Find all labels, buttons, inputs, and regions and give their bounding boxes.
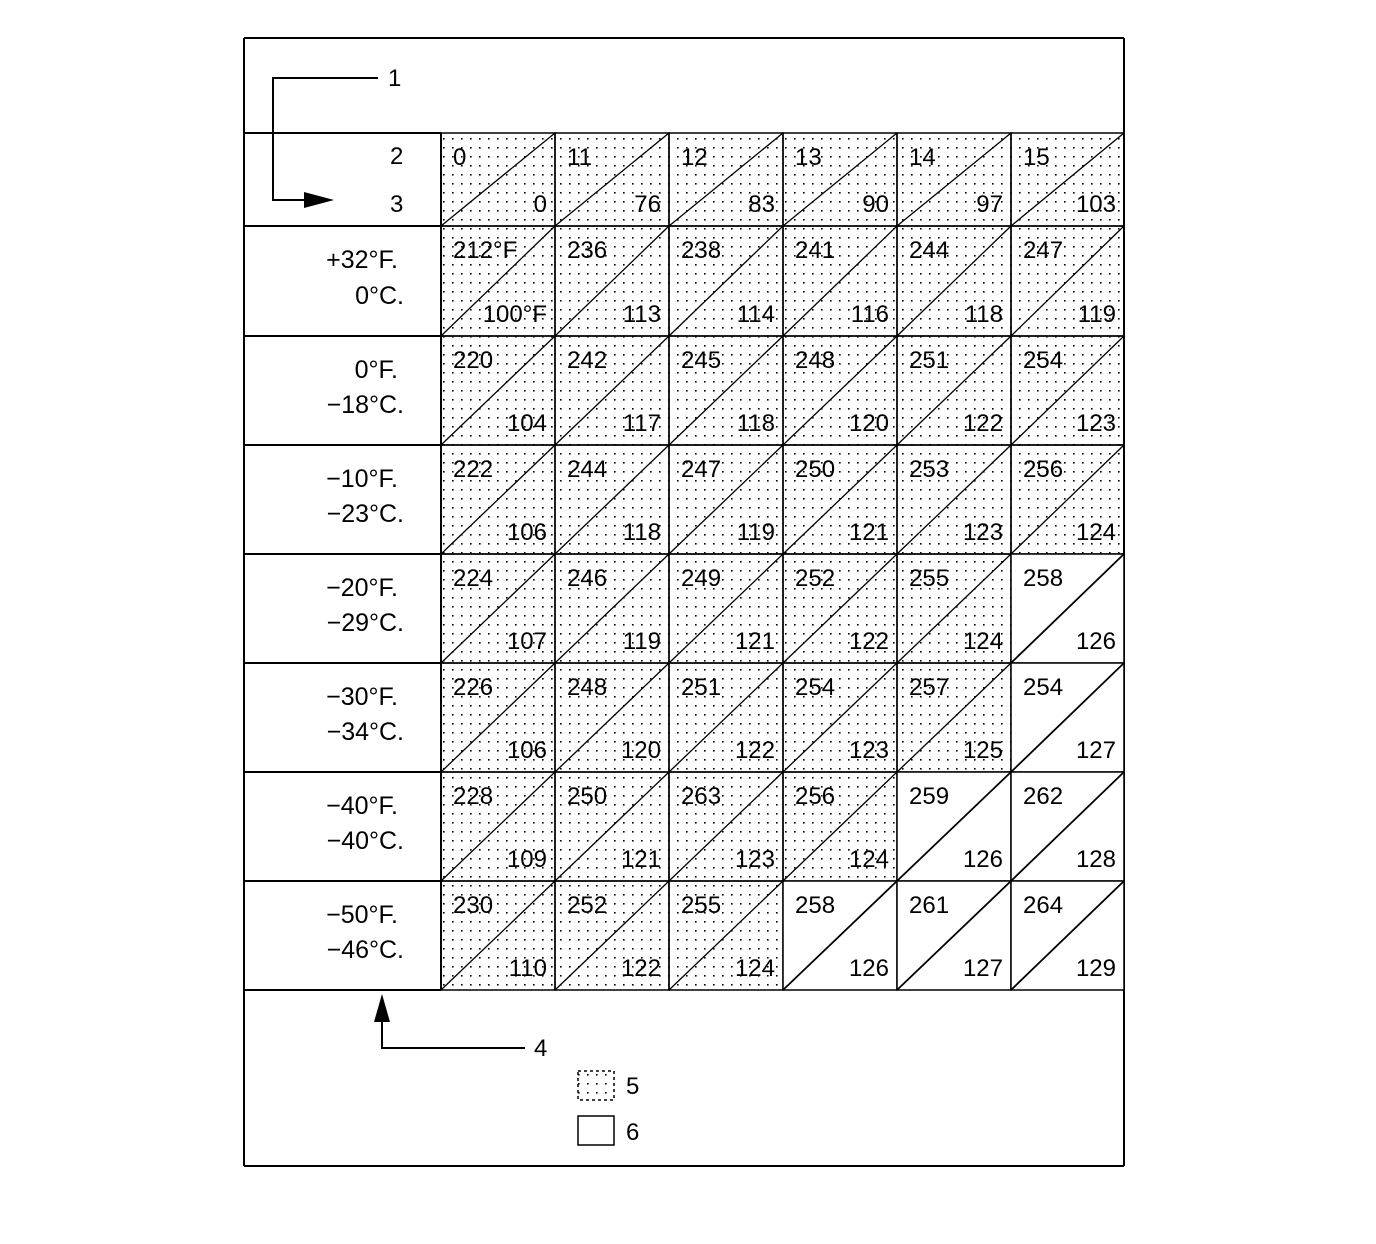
chart-cell [1011,772,1124,881]
row-label-celsius: −34°C. [326,718,404,746]
chart-cell [1011,445,1124,554]
callout-1-label: 1 [388,65,402,92]
cell-top-value: 11 [567,144,592,171]
cell-top-value: 13 [795,144,822,171]
chart-cell [1011,336,1124,445]
chart-cell [783,133,897,226]
chart-cell [897,336,1011,445]
cell-top-value: 244 [567,456,608,483]
cell-bottom-value: 124 [848,846,889,873]
cell-bottom-value: 127 [962,955,1003,982]
cell-bottom-value: 113 [622,301,661,328]
cell-bottom-value: 128 [1075,846,1116,873]
chart-cell [897,445,1011,554]
cell-top-value: 12 [681,144,708,171]
cell-top-value: 251 [681,674,722,701]
row-label [326,574,404,637]
cell-bottom-value: 103 [1075,191,1116,218]
legend-label-blank: 6 [626,1119,640,1146]
cell-top-value: 261 [909,892,950,919]
cell-bottom-value: 76 [634,191,661,218]
cell-bottom-value: 119 [736,519,775,546]
cell-top-value: 250 [795,456,836,483]
row-label-fahrenheit: −50°F. [326,901,398,929]
chart-cell [669,554,783,663]
row-label-celsius: −29°C. [326,609,404,637]
cell-top-value: 248 [567,674,608,701]
cell-top-value: 253 [909,456,950,483]
chart-cell [897,663,1011,772]
cell-bottom-value: 125 [962,737,1003,764]
row-label-celsius: −23°C. [326,500,404,528]
chart-cell [669,336,783,445]
cell-top-value: 220 [453,347,494,374]
cell-bottom-value: 119 [622,628,661,655]
cell-bottom-value: 110 [508,955,547,982]
row-label [327,356,404,419]
row-label [326,246,404,310]
cell-top-value: 251 [909,347,950,374]
chart-cell [783,226,897,336]
row-label [326,792,404,855]
cell-top-value: 14 [909,144,936,171]
chart-cell [897,554,1011,663]
chart-cell [555,336,669,445]
legend-label-dotted: 5 [626,1073,640,1100]
cell-bottom-value: 119 [1077,301,1116,328]
chart-cell [897,881,1011,990]
cell-top-value: 228 [453,783,494,810]
cell-top-value: 238 [681,237,722,264]
chart-cell [555,226,669,336]
chart-cell [555,772,669,881]
cell-bottom-value: 90 [862,191,889,218]
cell-bottom-value: 116 [850,301,889,328]
cell-top-value: 244 [909,237,950,264]
cell-top-value: 247 [681,456,722,483]
cell-bottom-value: 121 [734,628,775,655]
row-label-fahrenheit: 0°F. [354,356,398,384]
cell-top-value: 241 [795,237,836,264]
cell-top-value: 222 [453,456,494,483]
cell-top-value: 258 [1023,565,1064,592]
cell-top-value: 247 [1023,237,1064,264]
chart-grid [244,133,1124,990]
cell-bottom-value: 118 [736,410,775,437]
cell-top-value: 263 [681,783,722,810]
row-label-celsius: −40°C. [326,827,404,855]
chart-cell [441,133,555,226]
cell-top-value: 252 [795,565,836,592]
cell-bottom-value: 109 [506,846,547,873]
cell-bottom-value: 100°F [482,301,547,328]
cell-top-value: 0 [453,144,467,171]
chart-cell [1011,881,1124,990]
cell-top-value: 259 [909,783,950,810]
chart-cell [897,226,1011,336]
chart-cell [441,663,555,772]
callout-2-label: 2 [390,143,404,170]
cell-bottom-value: 126 [848,955,889,982]
chart-cell [441,881,555,990]
legend-item-dotted [578,1071,639,1100]
cell-top-value: 264 [1023,892,1064,919]
chart-cell [441,336,555,445]
cell-top-value: 212°F [453,237,518,264]
cell-bottom-value: 123 [962,519,1003,546]
chart-cell [783,772,897,881]
row-label-fahrenheit: −40°F. [326,792,398,820]
cell-bottom-value: 126 [962,846,1003,873]
cell-top-value: 242 [567,347,608,374]
chart-cell [441,554,555,663]
cell-top-value: 257 [909,674,950,701]
cell-top-value: 15 [1023,144,1050,171]
cell-bottom-value: 126 [1075,628,1116,655]
cell-bottom-value: 122 [620,955,661,982]
chart-cell [555,445,669,554]
chart-cell [555,133,669,226]
cell-bottom-value: 123 [1075,410,1116,437]
chart-cell [441,226,555,336]
cell-top-value: 254 [1023,347,1064,374]
row-label-celsius: 0°C. [355,282,404,310]
cell-bottom-value: 118 [964,301,1003,328]
cell-bottom-value: 0 [533,191,547,218]
row-label-fahrenheit: −20°F. [326,574,398,602]
cell-top-value: 245 [681,347,722,374]
chart-cell [783,663,897,772]
chart-cell [897,133,1011,226]
cell-bottom-value: 106 [506,519,547,546]
callout-1 [273,65,403,218]
chart-cell [783,445,897,554]
chart-cell [669,663,783,772]
row-label-celsius: −46°C. [326,936,404,964]
cell-bottom-value: 122 [962,410,1003,437]
chart-cell [1011,226,1124,336]
cell-bottom-value: 123 [734,846,775,873]
chart-cell [1011,663,1124,772]
cell-bottom-value: 83 [748,191,775,218]
cell-bottom-value: 104 [506,410,547,437]
cell-bottom-value: 124 [1075,519,1116,546]
chart-cell [441,772,555,881]
cell-bottom-value: 97 [976,191,1003,218]
cell-bottom-value: 121 [848,519,889,546]
chart-cell [783,336,897,445]
cell-bottom-value: 107 [506,628,547,655]
callout-4-label: 4 [534,1035,548,1062]
cell-bottom-value: 122 [848,628,889,655]
chart-cell [669,772,783,881]
cell-top-value: 248 [795,347,836,374]
cell-top-value: 224 [453,565,494,592]
cell-top-value: 246 [567,565,608,592]
chart-cell [441,445,555,554]
chart-cell [1011,133,1124,226]
cell-top-value: 254 [1023,674,1064,701]
chart-cell [669,445,783,554]
row-label-fahrenheit: −30°F. [326,683,398,711]
row-label [326,683,404,746]
cell-top-value: 249 [681,565,722,592]
cell-bottom-value: 124 [962,628,1003,655]
cell-bottom-value: 120 [620,737,661,764]
legend-item-blank [578,1116,639,1146]
chart-cell [1011,554,1124,663]
cell-bottom-value: 127 [1075,737,1116,764]
row-label-fahrenheit: −10°F. [326,465,398,493]
cell-top-value: 256 [1023,456,1064,483]
chart-cell [669,133,783,226]
cell-bottom-value: 118 [622,519,661,546]
cell-bottom-value: 124 [734,955,775,982]
chart-cell [555,554,669,663]
cell-top-value: 262 [1023,783,1064,810]
cell-bottom-value: 117 [622,410,661,437]
cell-bottom-value: 120 [848,410,889,437]
cell-top-value: 256 [795,783,836,810]
cell-top-value: 250 [567,783,608,810]
legend [578,1071,639,1146]
callout-3-label: 3 [390,191,404,218]
cell-top-value: 258 [795,892,836,919]
cell-top-value: 252 [567,892,608,919]
row-label-celsius: −18°C. [326,391,404,419]
row-label [326,901,404,964]
cell-bottom-value: 114 [736,301,775,328]
cell-bottom-value: 106 [506,737,547,764]
cell-bottom-value: 122 [734,737,775,764]
cell-top-value: 230 [453,892,494,919]
cell-bottom-value: 129 [1075,955,1116,982]
cell-top-value: 226 [453,674,494,701]
row-label-fahrenheit: +32°F. [326,246,398,274]
cell-top-value: 255 [681,892,722,919]
chart-cell [897,772,1011,881]
cell-top-value: 236 [567,237,608,264]
cell-top-value: 254 [795,674,836,701]
cell-bottom-value: 121 [620,846,661,873]
chart-cell [783,554,897,663]
chart-cell [669,881,783,990]
chart-cell [669,226,783,336]
cell-top-value: 255 [909,565,950,592]
chart-cell [555,663,669,772]
row-label [326,465,404,528]
cell-bottom-value: 123 [848,737,889,764]
chart-cell [555,881,669,990]
callout-4 [374,994,547,1062]
chart-cell [783,881,897,990]
